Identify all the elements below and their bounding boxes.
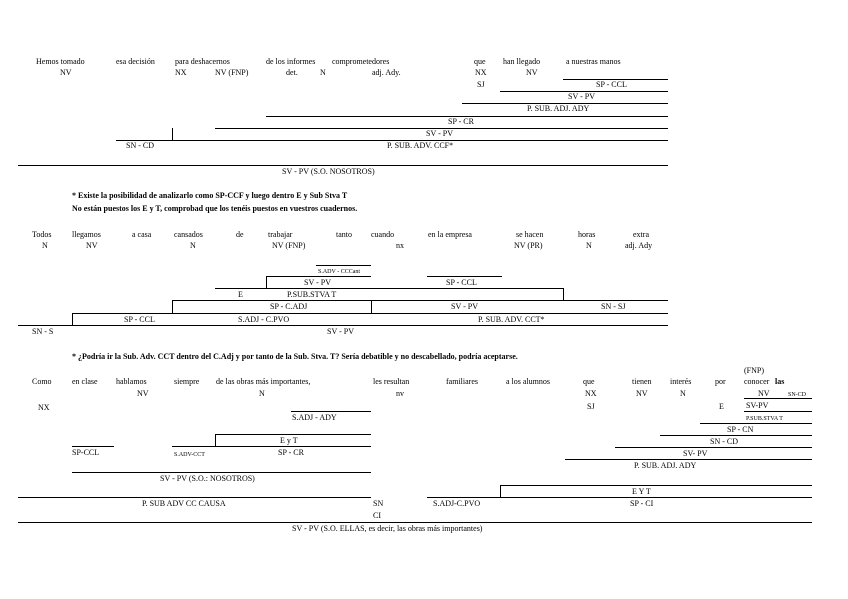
word: horas [578,230,596,239]
divider [266,276,267,288]
function-label: SN - CD [710,437,739,446]
category-tag: NV [636,389,648,398]
function-label: P.SUB.STVA T [287,290,337,299]
function-label: S.ADJ-C.PVO [433,499,481,508]
function-label: P. SUB. ADV. CCT* [478,315,545,324]
category-tag: adj. Ady. [372,68,401,77]
divider [215,434,216,446]
word: han llegado [503,57,541,66]
category-tag: E [719,402,724,411]
note-line: * ¿Podría ir la Sub. Adv. CCT dentro del C.Adj y por tanto de la Sub. Stva. T? Sería debatible y no descabellado, podría aceptarse. [72,352,518,361]
function-label: SV-PV [746,401,769,410]
bracket-line [18,497,371,498]
word: por [715,377,726,386]
function-label: S.ADJ - C.PVO [238,315,290,324]
note-line: * Existe la posibilidad de analizarlo como SP-CCF y luego dentro E y Sub Stva T [72,191,348,200]
category-tag: NX [585,389,597,398]
bracket-line [266,276,371,277]
category-tag: NV [526,68,538,77]
divider [371,300,372,313]
category-tag: NX [175,68,187,77]
bracket-line [427,276,502,277]
function-label: SV - PV [304,278,331,287]
function-label: P.SUB.STVA T [746,416,783,422]
function-label: P. SUB. ADJ. ADY [634,461,697,470]
function-label: SN - SJ [601,302,626,311]
category-tag: N [259,389,265,398]
category-tag: SJ [477,80,485,89]
word: interés [670,377,692,386]
category-tag: nv [396,389,404,398]
divider [172,300,173,313]
category-tag: N [586,241,592,250]
word: conocer [744,377,770,386]
note-line: No están puestos los E y T, comprobad que los tenéis puestos en vuestros cuadernos. [72,204,358,213]
word: en clase [72,377,98,386]
function-label: SV - PV [426,129,453,138]
word: que [583,377,595,386]
category-tag: NV [60,68,72,77]
category-tag: N [320,68,326,77]
word: las [775,377,785,386]
word: de los informes [266,57,316,66]
divider [72,313,73,325]
bracket-line [316,265,371,266]
word: trabajar [268,230,293,239]
word: a los alumnos [506,377,550,386]
function-label: CI [373,511,381,520]
bracket-line [291,411,371,412]
category-tag: SJ [587,402,595,411]
function-label: S.ADJ - ADY [292,413,337,422]
category-tag: NV (FNP) [215,68,249,77]
function-label: SP - CCL [596,80,627,89]
bracket-line [500,485,812,486]
function-label: SV - PV [568,92,595,101]
word: Todos [32,230,52,239]
function-label: SV - PV (S.O.: NOSOTROS) [160,474,255,483]
category-tag: N [42,241,48,250]
bracket-line [744,411,812,412]
divider [172,128,173,140]
function-label: SV- PV [683,449,708,458]
function-label: SV - PV [451,302,478,311]
word: en la empresa [428,230,472,239]
function-label: P. SUB. ADJ. ADY [527,104,590,113]
bracket-line [565,459,812,460]
function-label: S.ADV - CCCant [318,269,361,275]
bracket-line [72,313,668,314]
function-label: SN [373,499,384,508]
word: cuando [371,230,395,239]
divider [500,485,501,497]
bracket-line [371,288,563,289]
function-label: SN - CD [126,141,155,150]
function-label: SP-CCL [72,448,100,457]
category-tag: (FNP) [744,366,765,375]
word: que [474,57,486,66]
function-label: E y T [280,436,298,445]
function-label: SP - C.ADJ [270,302,308,311]
bracket-line [615,447,812,448]
category-tag: NV (FNP) [272,241,306,250]
word: se hacen [516,230,544,239]
function-label: E [238,290,243,299]
bracket-line [18,522,812,523]
function-label: SP - CR [278,448,304,457]
word: cansados [174,230,203,239]
function-label: SP - CI [630,499,654,508]
word: tienen [632,377,652,386]
function-label: SN - S [32,327,54,336]
word: para deshacernos [175,57,230,66]
category-tag: NX [475,68,487,77]
category-tag: NV [758,389,770,398]
bracket-line [172,446,371,447]
function-label: SV - PV (S.O. NOSOTROS) [282,167,375,176]
word: a casa [132,230,152,239]
category-tag: det. [286,68,298,77]
bracket-line [72,446,114,447]
category-tag: nx [396,241,404,250]
word: llegamos [72,230,101,239]
word: Hemos tomado [36,57,85,66]
bracket-line [660,435,812,436]
word: tanto [336,230,352,239]
bracket-line [427,497,812,498]
word: comprometedores [332,57,390,66]
function-label: SP - CN [727,425,754,434]
bracket-line [72,472,371,473]
bracket-line [18,165,668,166]
function-label: S.ADV-CCT [174,452,205,458]
category-tag: NV [137,389,149,398]
word: siempre [174,377,200,386]
function-label: P. SUB. ADV. CCF* [387,141,454,150]
word: de [236,230,244,239]
bracket-line [215,288,371,289]
bracket-line [744,398,812,399]
word: familiares [446,377,478,386]
category-tag: NX [38,403,50,412]
divider [563,288,564,300]
bracket-line [18,325,668,326]
category-tag: N [680,389,686,398]
word: Como [32,377,52,386]
word: hablamos [116,377,147,386]
category-tag: NV (PR) [514,241,543,250]
category-tag: N [190,241,196,250]
category-tag: NV [86,241,98,250]
word: extra [633,230,649,239]
word: a nuestras manos [566,57,621,66]
word: esa decisión [116,57,155,66]
word: de las obras más importantes, [216,377,311,386]
function-label: E Y T [632,487,651,496]
category-tag: SN-CD [788,392,807,398]
function-label: SP - CR [448,117,474,126]
word: les resultan [373,377,410,386]
function-label: P. SUB ADV CC CAUSA [142,499,226,508]
function-label: SV - PV (S.O. ELLAS, es decir, las obras más importantes) [292,524,483,533]
function-label: SV - PV [327,327,354,336]
bracket-line [700,423,812,424]
function-label: SP - CCL [124,315,155,324]
function-label: SP - CCL [446,278,477,287]
category-tag: adj. Ady [625,241,653,250]
bracket-line [172,300,668,301]
bracket-line [215,434,371,435]
